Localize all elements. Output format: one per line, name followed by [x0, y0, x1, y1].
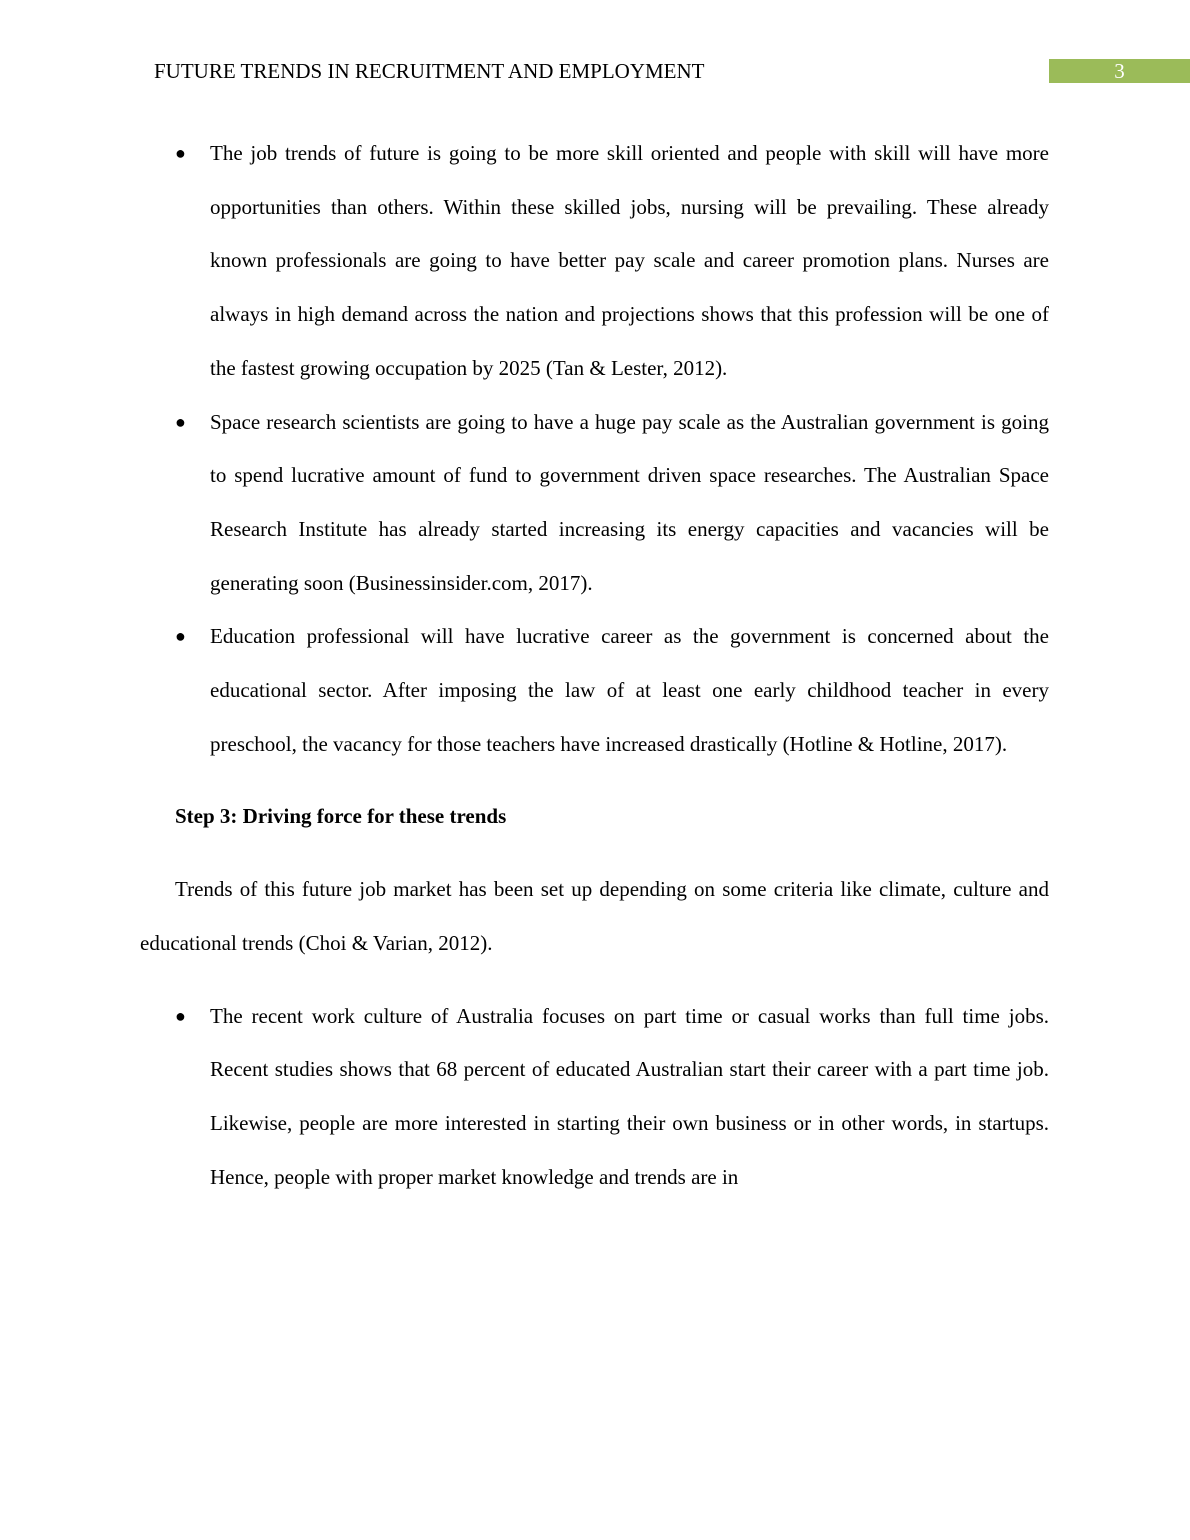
body-paragraph: Trends of this future job market has been set up depending on some criteria like climate, culture and educational trends (Choi & Varian, 2012). [140, 877, 1049, 955]
list-item-text: The recent work culture of Australia focuses on part time or casual works than full time jobs. Recent studies shows that 68 percent of educated Australian start their career with a part time job. Likewise, people are more interested in starting their own business or in other words, in startups. Hence, people with proper market knowledge and trends are in [210, 1003, 1049, 1189]
list-item [140, 990, 1049, 1205]
section-heading: Step 3: Driving force for these trends [175, 804, 507, 829]
running-header-title: FUTURE TRENDS IN RECRUITMENT AND EMPLOYMENT [154, 59, 705, 83]
bullet-icon: ● [175, 143, 186, 163]
list-item-text: Education professional will have lucrative career as the government is concerned about the educational sector. After imposing the law of at least one early childhood teacher in every preschool, the vacancy for those teachers have increased drastically (Hotline & Hotline, 2017). [210, 624, 1049, 756]
document-body [140, 127, 1049, 1204]
list-item [140, 610, 1049, 771]
list-item-text: Space research scientists are going to have a huge pay scale as the Australian government is going to spend lucrative amount of fund to government driven space researches. The Australian Space Research Institute has already started increasing its energy capacities and vacancies will be generating soon (Businessinsider.com, 2017). [210, 409, 1049, 595]
bullet-list-job-trends [140, 127, 1049, 771]
bullet-icon: ● [175, 411, 186, 432]
bullet-icon: ● [175, 626, 186, 647]
page-number-badge: 3 [1049, 59, 1190, 83]
bullet-list-driving-forces [140, 990, 1049, 1205]
list-item [140, 396, 1049, 611]
list-item-text: The job trends of future is going to be more skill oriented and people with skill will have more opportunities than others. Within these skilled jobs, nursing will be prevailing. These already known professionals are going to have better pay scale and career promotion plans. Nurses are always in high demand across the nation and projections shows that this profession will be one of the fastest growing occupation by 2025 (Tan & Lester, 2012). [210, 141, 1049, 380]
bullet-icon: ● [175, 1005, 186, 1026]
list-item [140, 127, 1049, 396]
